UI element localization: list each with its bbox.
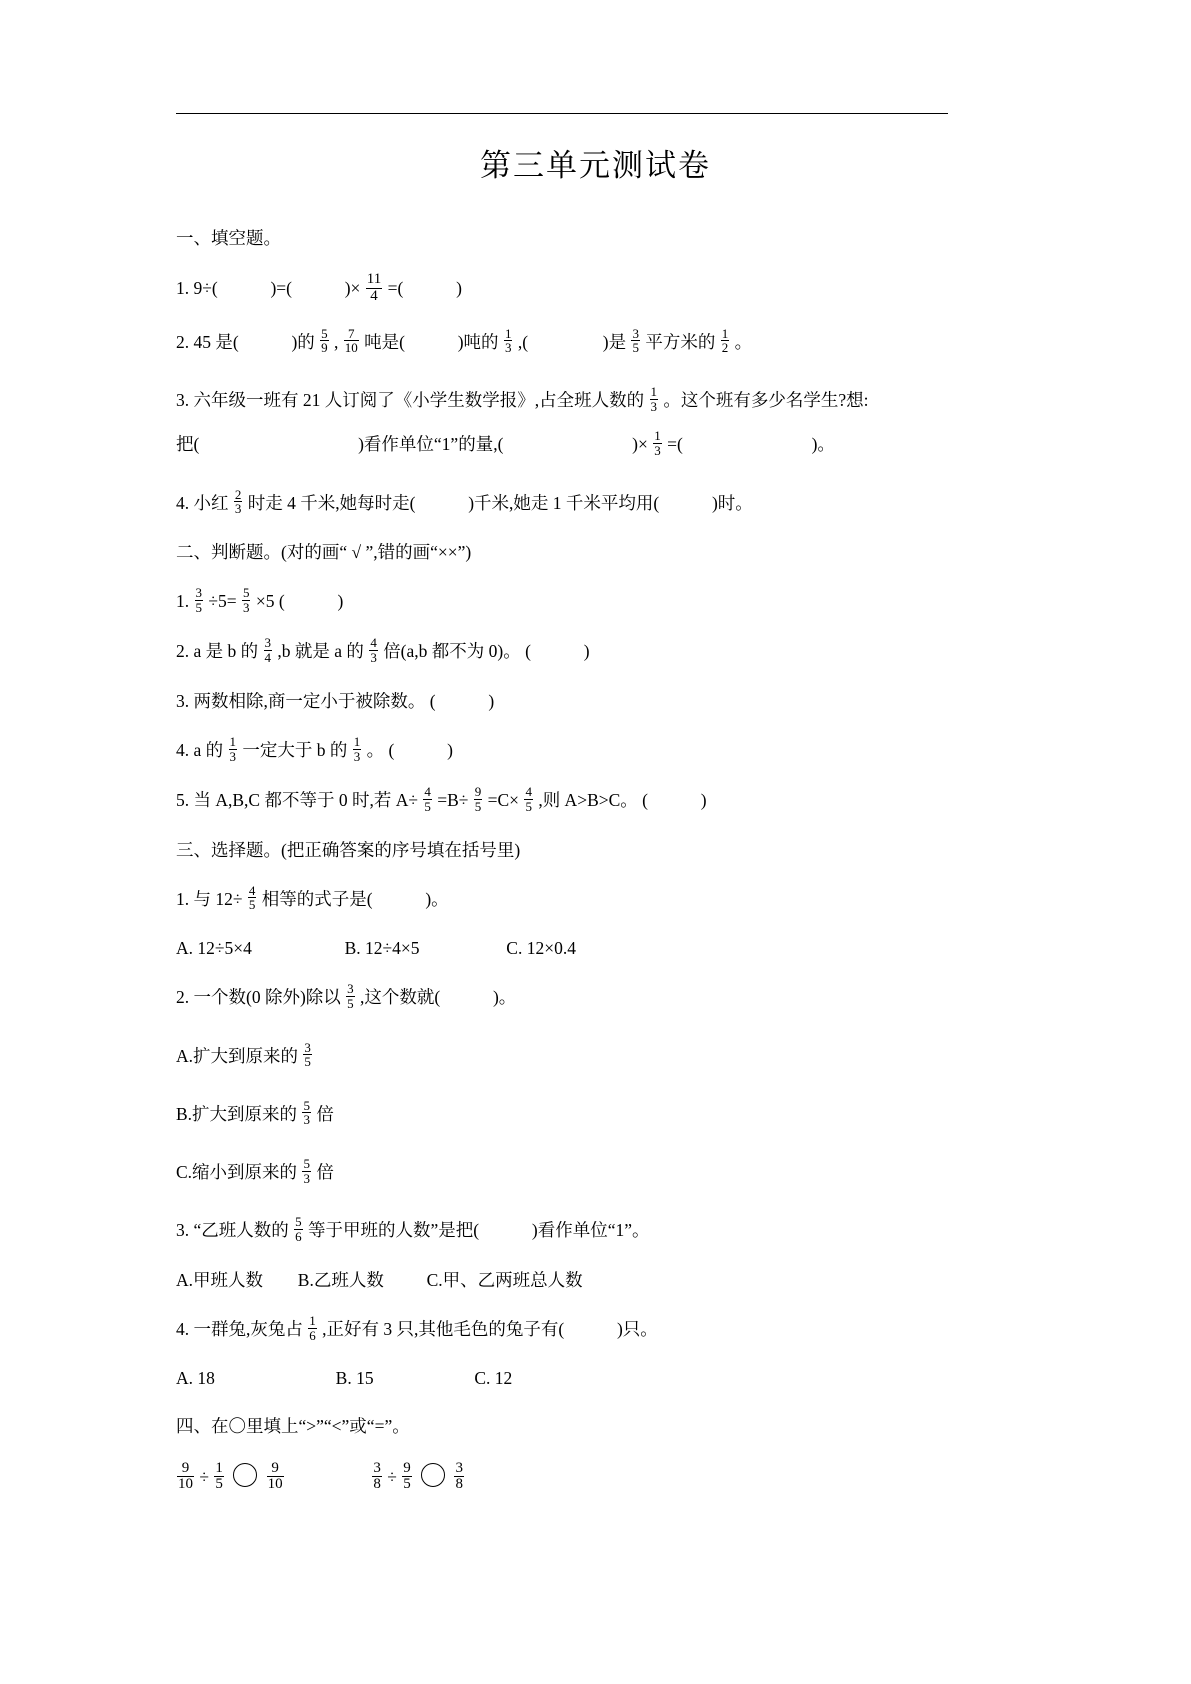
fraction-3-5: $\frac{3}{5}$ bbox=[632, 325, 639, 356]
q-text: )× bbox=[632, 434, 648, 455]
q-text: 把( bbox=[176, 434, 200, 455]
q-text: a 是 b 的 bbox=[193, 641, 259, 662]
compare-circle[interactable] bbox=[233, 1463, 257, 1487]
q-number: 2. bbox=[176, 331, 190, 352]
section-compare-heading bbox=[176, 1413, 966, 1439]
q-text: ) bbox=[583, 641, 590, 662]
fraction-5-3: $\frac{5}{3}$ bbox=[242, 585, 250, 615]
fraction-9-5: $\frac{9}{5}$ bbox=[403, 1459, 411, 1493]
q-text: )× bbox=[344, 278, 361, 299]
fraction-3-5: $\frac{3}{5}$ bbox=[304, 1039, 311, 1070]
compare-expression-2 bbox=[371, 1459, 465, 1493]
fraction-5-3: $\frac{5}{3}$ bbox=[303, 1097, 310, 1128]
choice-question-1 bbox=[176, 882, 966, 913]
choice-question-3 bbox=[176, 1216, 966, 1244]
q-text: )吨的 bbox=[457, 331, 499, 352]
option-b[interactable]: B. 12÷4×5 bbox=[344, 938, 420, 959]
q-text: ,正好有 3 只,其他毛色的兔子有( bbox=[322, 1319, 565, 1340]
q-number: 3. bbox=[176, 690, 190, 711]
q-text: 一群兔,灰兔占 bbox=[193, 1319, 303, 1340]
judge-question-3 bbox=[176, 688, 966, 714]
choice-question-4 bbox=[176, 1312, 966, 1343]
fill-question-2 bbox=[176, 325, 966, 356]
judge-question-2 bbox=[176, 637, 966, 665]
q-text: )是 bbox=[602, 331, 627, 352]
compare-circle[interactable] bbox=[421, 1463, 445, 1487]
q-text: 45 是( bbox=[193, 331, 239, 352]
fraction-1-6: $\frac{1}{6}$ bbox=[309, 1312, 316, 1343]
fraction-3-8: $\frac{3}{8}$ bbox=[455, 1459, 463, 1493]
fraction-1-3: $\frac{1}{3}$ bbox=[504, 325, 512, 356]
q-text: 小红 bbox=[193, 492, 229, 513]
fraction-4-5: $\frac{4}{5}$ bbox=[525, 784, 532, 814]
q-text: =( bbox=[387, 278, 404, 299]
fraction-1-3: $\frac{1}{3}$ bbox=[229, 733, 237, 764]
choice-question-2-option-a[interactable] bbox=[176, 1039, 966, 1070]
compare-heading-text: 四、在〇里填上“>”“<”或“=”。 bbox=[176, 1416, 410, 1437]
judge-question-4 bbox=[176, 733, 966, 764]
q-text: ) bbox=[447, 740, 453, 761]
q-text: 一定大于 b 的 bbox=[242, 740, 348, 761]
q-text: ,这个数就( bbox=[360, 987, 441, 1008]
q-text: ÷5= bbox=[208, 591, 237, 612]
fraction-3-5: $\frac{3}{5}$ bbox=[195, 585, 202, 615]
fraction-1-2: $\frac{1}{2}$ bbox=[721, 325, 729, 356]
q-text: )看作单位“1”的量,( bbox=[358, 434, 504, 455]
q-text: ) bbox=[337, 591, 344, 612]
judge-question-1 bbox=[176, 587, 966, 615]
q-text: ×5 ( bbox=[255, 591, 285, 612]
fraction-4-3: $\frac{4}{3}$ bbox=[370, 635, 377, 666]
q-number: 4. bbox=[176, 492, 190, 513]
option-c-suffix: 倍 bbox=[316, 1162, 334, 1183]
q-text: )时。 bbox=[711, 492, 753, 513]
q-text: )千米,她走 1 千米平均用( bbox=[468, 492, 660, 513]
choice-question-2-option-b[interactable] bbox=[176, 1097, 966, 1128]
q-text: 。 bbox=[734, 331, 753, 352]
option-a[interactable]: A.甲班人数 bbox=[176, 1269, 264, 1290]
q-text: =B÷ bbox=[437, 790, 469, 811]
choice-question-4-options bbox=[176, 1365, 966, 1391]
q-text: )。 bbox=[492, 987, 517, 1008]
fraction-9-10: $\frac{9}{10}$ bbox=[267, 1459, 283, 1493]
judge-question-5 bbox=[176, 786, 966, 814]
q-text: ,( bbox=[517, 331, 529, 352]
page-title: 第三单元测试卷 bbox=[480, 148, 711, 183]
q-text: ,b 就是 a 的 bbox=[277, 641, 364, 662]
compare-expression-1 bbox=[176, 1459, 289, 1493]
option-c[interactable]: C.甲、乙两班总人数 bbox=[426, 1269, 583, 1290]
q-text: 两数相除,商一定小于被除数。 ( bbox=[193, 690, 436, 711]
fraction-2-3: $\frac{2}{3}$ bbox=[234, 486, 242, 517]
q-text: 9÷( bbox=[193, 278, 218, 299]
fraction-11-4: $\frac{11}{4}$ bbox=[366, 271, 382, 304]
q-text: )。 bbox=[425, 888, 449, 909]
q-text: “乙班人数的 bbox=[193, 1220, 289, 1241]
q-text: 。这个班有多少名学生?想: bbox=[663, 390, 869, 411]
q-text: )=( bbox=[270, 278, 292, 299]
section-choice-heading: 三、选择题。(把正确答案的序号填在括号里) bbox=[176, 839, 521, 860]
choice-question-1-options bbox=[176, 935, 966, 961]
fill-question-1 bbox=[176, 273, 966, 306]
q-text: 时走 4 千米,她每时走( bbox=[247, 492, 416, 513]
q-text: 一个数(0 除外)除以 bbox=[193, 987, 341, 1008]
section-fill-heading: 一、填空题。 bbox=[176, 228, 281, 248]
option-c[interactable]: C. 12×0.4 bbox=[506, 938, 576, 959]
q-text: 倍(a,b 都不为 0)。 ( bbox=[383, 641, 531, 662]
q-text: 六年级一班有 21 人订阅了《小学生数学报》,占全班人数的 bbox=[193, 390, 645, 411]
worksheet-body bbox=[176, 225, 966, 1516]
q-number: 2. bbox=[176, 987, 190, 1008]
fraction-1-5: $\frac{1}{5}$ bbox=[215, 1459, 223, 1493]
q-text: =C× bbox=[487, 790, 520, 811]
q-number: 3. bbox=[176, 390, 190, 411]
fraction-1-3: $\frac{1}{3}$ bbox=[353, 733, 361, 764]
q-number: 4. bbox=[176, 1319, 190, 1340]
q-text: , bbox=[334, 331, 339, 352]
header-rule bbox=[176, 113, 948, 114]
section-judge-heading: 二、判断题。(对的画“ √ ”,错的画“××”) bbox=[176, 541, 472, 562]
option-b-suffix: 倍 bbox=[316, 1104, 334, 1125]
fraction-9-5: $\frac{9}{5}$ bbox=[474, 784, 482, 814]
q-text: )只。 bbox=[616, 1319, 658, 1340]
fraction-3-4: $\frac{3}{4}$ bbox=[264, 635, 272, 666]
q-number: 1. bbox=[176, 278, 190, 299]
q-text: 吨是( bbox=[364, 331, 405, 352]
choice-question-3-options bbox=[176, 1267, 966, 1293]
operator: ÷ bbox=[387, 1466, 397, 1487]
fraction-5-6: $\frac{5}{6}$ bbox=[295, 1214, 302, 1245]
fraction-5-3: $\frac{5}{3}$ bbox=[303, 1156, 310, 1186]
q-number: 4. bbox=[176, 740, 190, 761]
fraction-1-3: $\frac{1}{3}$ bbox=[654, 428, 661, 458]
option-a-label: A.扩大到原来的 bbox=[176, 1045, 299, 1066]
q-text: ) bbox=[488, 690, 495, 711]
q-number: 5. bbox=[176, 790, 190, 811]
choice-question-2 bbox=[176, 983, 966, 1011]
fraction-1-3: $\frac{1}{3}$ bbox=[650, 384, 657, 414]
q-text: =( bbox=[667, 434, 683, 455]
q-text: )看作单位“1”。 bbox=[531, 1220, 650, 1241]
q-text: ) bbox=[700, 790, 707, 811]
option-b-label: B.扩大到原来的 bbox=[176, 1104, 298, 1125]
q-text: 平方米的 bbox=[645, 331, 716, 352]
option-a[interactable]: A. 12÷5×4 bbox=[176, 938, 252, 959]
option-b[interactable]: B. 15 bbox=[335, 1368, 374, 1389]
fraction-3-8: $\frac{3}{8}$ bbox=[373, 1459, 381, 1493]
q-text: 与 12÷ bbox=[193, 888, 243, 909]
compare-expressions bbox=[176, 1459, 966, 1495]
q-text: ,则 A>B>C。 ( bbox=[538, 790, 648, 811]
operator: ÷ bbox=[199, 1466, 209, 1487]
option-c-label: C.缩小到原来的 bbox=[176, 1162, 298, 1183]
q-text: 相等的式子是( bbox=[261, 888, 373, 909]
q-text: a 的 bbox=[193, 740, 224, 761]
fill-question-4 bbox=[176, 486, 966, 517]
option-b[interactable]: B.乙班人数 bbox=[297, 1269, 384, 1290]
option-c[interactable]: C. 12 bbox=[474, 1368, 513, 1389]
q-number: 2. bbox=[176, 641, 190, 662]
fill-question-3 bbox=[176, 386, 966, 414]
fill-question-3-cont bbox=[176, 430, 966, 458]
q-text: )。 bbox=[811, 434, 835, 455]
fraction-5-9: $\frac{5}{9}$ bbox=[321, 325, 328, 356]
q-number: 1. bbox=[176, 888, 190, 909]
q-text: 等于甲班的人数”是把( bbox=[308, 1220, 480, 1241]
q-text: )的 bbox=[291, 331, 315, 352]
q-number: 3. bbox=[176, 1220, 190, 1241]
fraction-4-5: $\frac{4}{5}$ bbox=[424, 784, 431, 814]
q-text: ) bbox=[456, 278, 462, 299]
fraction-3-5: $\frac{3}{5}$ bbox=[347, 981, 354, 1011]
fraction-4-5: $\frac{4}{5}$ bbox=[248, 882, 256, 913]
q-text: 。 ( bbox=[366, 740, 395, 761]
fraction-7-10: $\frac{7}{10}$ bbox=[344, 325, 358, 356]
q-number: 1. bbox=[176, 591, 190, 612]
option-a[interactable]: A. 18 bbox=[176, 1368, 215, 1389]
fraction-9-10: $\frac{9}{10}$ bbox=[178, 1459, 193, 1493]
choice-question-2-option-c[interactable] bbox=[176, 1158, 966, 1186]
q-text: 当 A,B,C 都不等于 0 时,若 A÷ bbox=[193, 790, 418, 811]
